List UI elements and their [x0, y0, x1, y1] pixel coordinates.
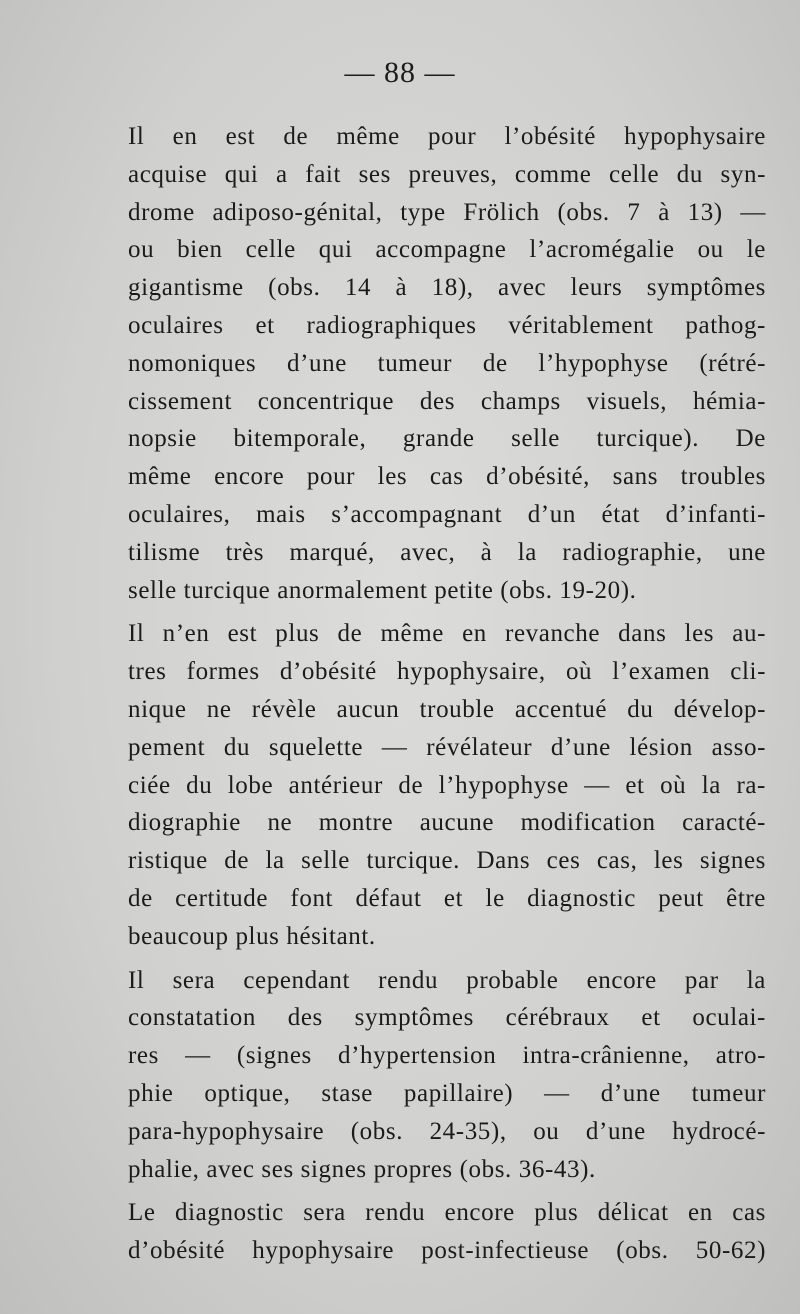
text-line: phie optique, stase papillaire) — d’une tumeur [128, 1079, 766, 1107]
text-line: cissement concentrique des champs visuels, hémia- [128, 387, 766, 415]
text-line: tres formes d’obésité hypophysaire, où l’examen cli- [128, 658, 766, 686]
text-line: acquise qui a fait ses preuves, comme celle du syn- [128, 160, 766, 188]
text-line: Il sera cependant rendu probable encore par la [128, 966, 766, 994]
text-line: drome adiposo-génital, type Frölich (obs. 7 à 13) — [128, 198, 766, 226]
paragraph-4 [104, 1194, 766, 1270]
text-line: tilisme très marqué, avec, à la radiographie, une [128, 538, 766, 566]
text-line: nomoniques d’une tumeur de l’hypophyse (rétré- [128, 349, 766, 377]
text-line: nopsie bitemporale, grande selle turcique). De [128, 425, 766, 453]
text-line: Le diagnostic sera rendu encore plus délicat en cas [128, 1199, 766, 1227]
text-line: oculaires et radiographiques véritablement pathog- [128, 311, 766, 339]
page-number: — 88 — [344, 56, 456, 89]
text-line: res — (signes d’hypertension intra-crânienne, atro- [128, 1042, 766, 1070]
text-line: oculaires, mais s’accompagnant d’un état d’infanti- [128, 500, 766, 528]
text-line: diographie ne montre aucune modification caracté- [128, 809, 766, 837]
paragraph-1 [104, 118, 766, 609]
text-line: para-hypophysaire (obs. 24-35), ou d’une hydrocé- [128, 1117, 766, 1145]
text-line: ristique de la selle turcique. Dans ces cas, les signes [128, 847, 766, 875]
text-line: même encore pour les cas d’obésité, sans troubles [128, 463, 766, 491]
text-line: pement du squelette — révélateur d’une lésion asso- [128, 733, 766, 761]
text-line: ciée du lobe antérieur de l’hypophyse — et où la ra- [128, 771, 766, 799]
paragraph-3 [104, 962, 766, 1189]
paragraph-2 [104, 615, 766, 955]
text-line: Il en est de même pour l’obésité hypophysaire [128, 123, 766, 150]
body-text [104, 118, 766, 1276]
text-line: nique ne révèle aucun trouble accentué du dévelop- [128, 695, 766, 723]
text-line: Il n’en est plus de même en revanche dans les au- [128, 620, 766, 648]
text-line: d’obésité hypophysaire post-infectieuse (obs. 50-62) [128, 1237, 766, 1265]
text-line: selle turcique anormalement petite (obs. 19-20). [128, 576, 637, 604]
text-line: de certitude font défaut et le diagnostic peut être [128, 884, 766, 912]
text-line: ou bien celle qui accompagne l’acromégalie ou le [128, 236, 766, 264]
text-line: beaucoup plus hésitant. [128, 922, 376, 950]
text-line: phalie, avec ses signes propres (obs. 36-43). [128, 1155, 596, 1183]
text-line: constatation des symptômes cérébraux et oculai- [128, 1004, 766, 1032]
text-line: gigantisme (obs. 14 à 18), avec leurs symptômes [128, 274, 766, 302]
